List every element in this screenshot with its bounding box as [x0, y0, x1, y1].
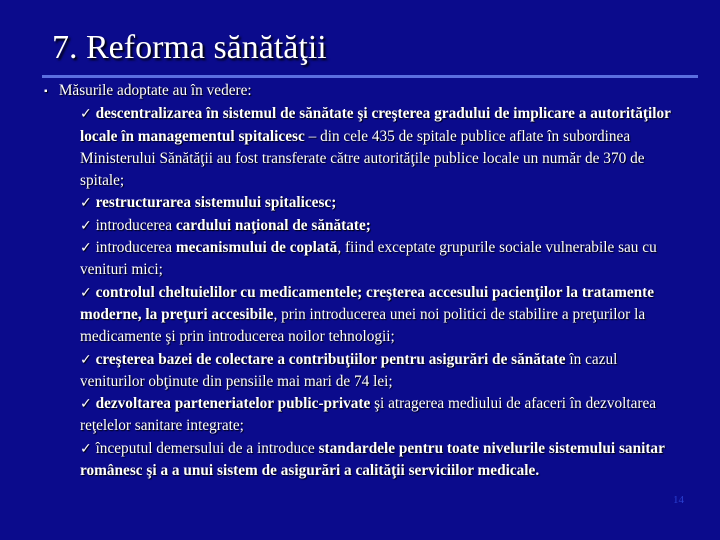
- list-item: [80, 282, 684, 349]
- list-item: [80, 103, 684, 192]
- bold-text: controlul cheltuielilor cu medicamentele; creşterea accesului pacienţilor la tratamente moderne, la preţuri accesibile: [80, 283, 655, 323]
- item-text: , prin introducerea unei noi politici de stabilire a preţurilor la medicamente şi prin introducerea noilor tehnologii;: [80, 305, 646, 346]
- bold-text: creşterea bazei de colectare a contribuţiilor pentru asigurări de sănătate: [95, 350, 566, 368]
- item-text: începutul demersului de a introduce: [95, 439, 319, 457]
- checkmark-icon: ✓: [80, 440, 92, 457]
- list-item: [80, 393, 684, 438]
- checkmark-icon: ✓: [80, 284, 92, 301]
- item-text: şi atragerea mediului de afaceri în dezvoltarea reţelelor sanitare integrate;: [80, 395, 657, 435]
- page-number: 14: [673, 494, 684, 506]
- bold-text: mecanismului de coplată: [175, 239, 338, 257]
- bold-text: restructurarea sistemului spitalicesc;: [95, 194, 337, 212]
- list-item: [80, 237, 684, 282]
- list-item: [80, 438, 684, 483]
- checkmark-icon: ✓: [80, 106, 92, 123]
- list-item: [80, 349, 684, 394]
- item-text: introducerea: [95, 216, 176, 234]
- item-text: , fiind exceptate grupurile sociale vulnerabile sau cu venituri mici;: [80, 239, 657, 279]
- bold-text: standardele pentru toate nivelurile sistemului sanitar românesc şi a a unui sistem de asigurări a calităţii serviciilor medicale.: [80, 439, 665, 480]
- slide-title: 7. Reforma sănătăţii: [52, 29, 327, 66]
- list-item: [80, 192, 684, 214]
- checkmark-icon: ✓: [80, 396, 92, 413]
- item-text: introducerea: [95, 239, 176, 257]
- item-text: – din cele 435 de spitale publice aflate în subordinea Ministerului Sănătăţii au fost transferate către autorităţile publice locale un număr de 370 de spitale;: [80, 127, 645, 190]
- title-divider: [42, 75, 698, 78]
- bold-text: cardului naţional de sănătate;: [175, 216, 371, 234]
- measures-list: [44, 103, 684, 482]
- list-item: [80, 215, 684, 237]
- slide-body: [44, 80, 684, 482]
- item-text: în cazul veniturilor obţinute din pensiile mai mari de 74 lei;: [80, 350, 618, 390]
- bold-text: dezvoltarea parteneriatelor public-private: [95, 395, 371, 413]
- checkmark-icon: ✓: [80, 240, 92, 257]
- intro-text: Măsurile adoptate au în vedere:: [58, 82, 252, 99]
- checkmark-icon: ✓: [80, 195, 92, 212]
- intro-line: [44, 80, 684, 103]
- square-bullet-icon: ▪: [44, 86, 48, 97]
- checkmark-icon: ✓: [80, 351, 92, 368]
- bold-text: descentralizarea în sistemul de sănătate şi creşterea gradului de implicare a autorităţilor locale în managementul spitalicesc: [80, 105, 671, 145]
- checkmark-icon: ✓: [80, 217, 92, 234]
